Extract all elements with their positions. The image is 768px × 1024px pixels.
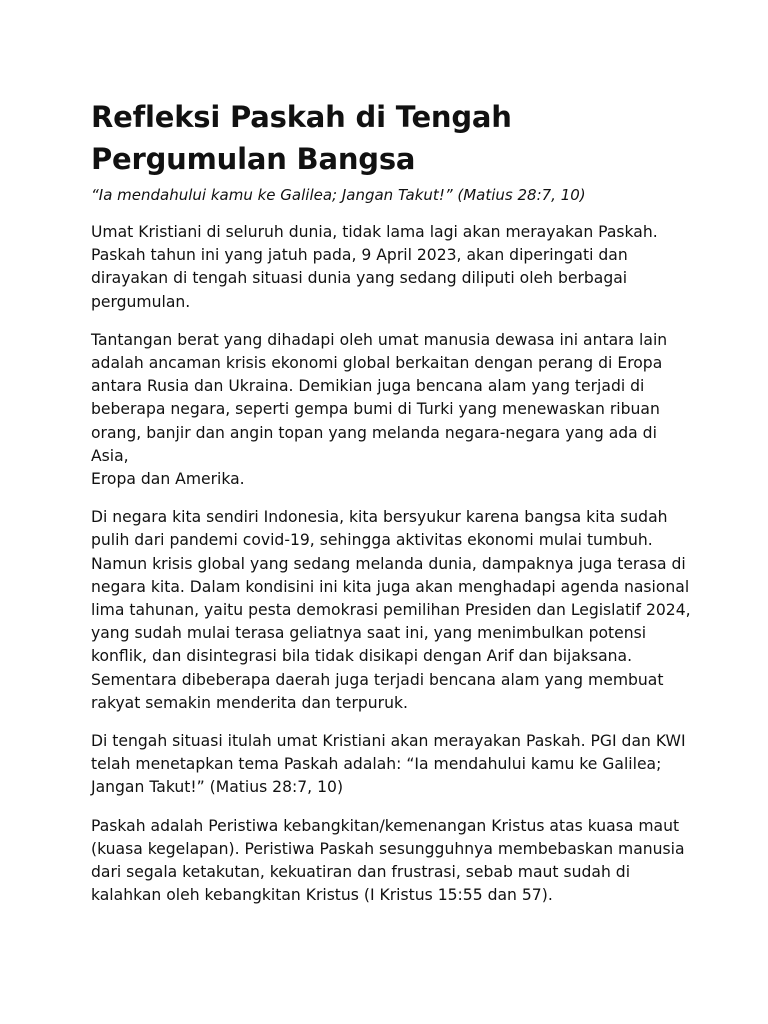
document-title: Refleksi Paskah di Tengah Pergumulan Bangsa [91, 100, 512, 176]
paragraph-3: Di negara kita sendiri Indonesia, kita bersyukur karena bangsa kita sudah pulih dari pandemi covid-19, sehingga aktivitas ekonomi mulai tumbuh. Namun krisis global yang sedang melanda dunia, dampaknya juga terasa di negara kita. Dalam kondisini ini kita juga akan menghadapi agenda nasional lima tahunan, yaitu pesta demokrasi pemilihan Presiden dan Legislatif 2024, yang sudah mulai terasa geliatnya saat ini, yang menimbulkan potensi konflik, dan disintegrasi bila tidak disikapi dengan Arif dan bijaksana. Sementara dibeberapa daerah juga terjadi bencana alam yang membuat rakyat semakin menderita dan terpuruk. [91, 508, 691, 712]
paragraph-4: Di tengah situasi itulah umat Kristiani akan merayakan Paskah. PGI dan KWI telah menetapkan tema Paskah adalah: “Ia mendahului kamu ke Galilea; Jangan Takut!” (Matius 28:7, 10) [91, 732, 686, 797]
document-page [91, 96, 691, 907]
paragraph-5: Paskah adalah Peristiwa kebangkitan/kemenangan Kristus atas kuasa maut (kuasa kegelapan). Peristiwa Paskah sesungguhnya membebaskan manusia dari segala ketakutan, kekuatiran dan frustrasi, sebab maut sudah di kalahkan oleh kebangkitan Kristus (I Kristus 15:55 dan 57). [91, 816, 685, 905]
document-subtitle: “Ia mendahului kamu ke Galilea; Jangan Takut!” (Matius 28:7, 10) [91, 186, 586, 204]
paragraph-2: Tantangan berat yang dihadapi oleh umat manusia dewasa ini antara lain adalah ancaman krisis ekonomi global berkaitan dengan perang di Eropa antara Rusia dan Ukraina. Demikian juga bencana alam yang terjadi di beberapa negara, seperti gempa bumi di Turki yang menewaskan ribuan orang, banjir dan angin topan yang melanda negara-negara yang ada di Asia, Eropa dan Amerika. [91, 330, 668, 489]
paragraph-1: Umat Kristiani di seluruh dunia, tidak lama lagi akan merayakan Paskah. Paskah tahun ini yang jatuh pada, 9 April 2023, akan diperingati dan dirayakan di tengah situasi dunia yang sedang diliputi oleh berbagai pergumulan. [91, 223, 658, 311]
